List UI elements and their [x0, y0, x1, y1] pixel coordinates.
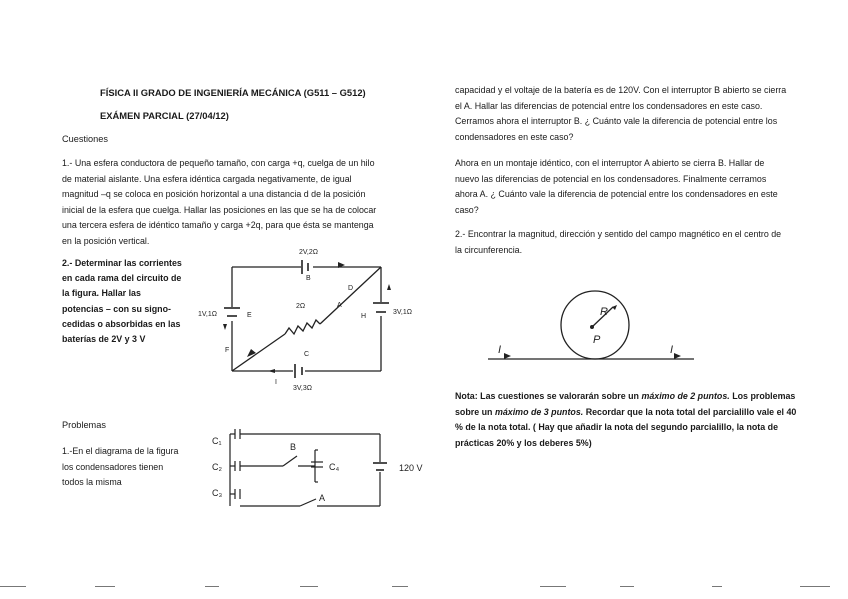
label-left-battery: 1V,1Ω	[198, 311, 217, 318]
scan-mark	[712, 586, 722, 587]
label-bottom-battery: 3V,3Ω	[293, 385, 312, 392]
label-H: H	[361, 313, 367, 320]
nota-block	[455, 389, 800, 451]
arrow-left-current	[504, 353, 511, 359]
label-C4: C₄	[329, 462, 340, 472]
scan-mark	[0, 586, 26, 587]
label-I-left: I	[498, 344, 502, 356]
scan-mark	[620, 586, 634, 587]
exam-date: EXÁMEN PARCIAL (27/04/12)	[100, 110, 229, 121]
nota-italic-a: máximo de 2 puntos.	[641, 391, 730, 401]
nota-italic-b: máximo de 3 puntos.	[494, 406, 584, 417]
nota-text-a: Las cuestiones se valorarán sobre un	[480, 391, 639, 401]
label-P: P	[593, 334, 601, 346]
label-resistor: 2Ω	[296, 303, 306, 310]
resistor-zigzag	[285, 320, 320, 334]
cuestiones-heading: Cuestiones	[62, 134, 108, 144]
exam-title: FÍSICA II GRADO DE INGENIERÍA MECÁNICA (G511 – G512)	[100, 87, 366, 98]
label-D: D	[348, 285, 354, 292]
label-E: E	[247, 312, 252, 319]
problem-1-text: 1.-En el diagrama de la figura los condensadores tienen todos la misma	[62, 446, 179, 487]
arrow-bottom	[268, 369, 275, 373]
question-2-text: 2.- Determinar las corrientes en cada rama del circuito de la figura. Hallar las potencias – con su signo- cedidas o absorbidas en las baterías de 2V y 3 V	[62, 258, 182, 345]
arrow-left	[223, 324, 227, 330]
scan-mark	[95, 586, 115, 587]
arrow-right	[387, 284, 391, 290]
label-C2: C₂	[212, 462, 222, 472]
problem-1-second-part: Ahora en un montaje idéntico, con el interruptor A abierto se cierra B. Hallar de nuevo las diferencias de potencial en los condensadores. Finalmente cerramos ahora A. ¿ Cuánto vale la diferencia de potencial entre los condensadores en este caso?	[455, 158, 778, 215]
label-C3: C₃	[212, 488, 223, 498]
circuit-figure	[195, 244, 425, 394]
label-R: R	[600, 306, 608, 318]
nota-label: Nota:	[455, 391, 478, 401]
label-F: F	[225, 347, 230, 354]
label-right-battery: 3V,1Ω	[393, 309, 412, 316]
scan-mark	[300, 586, 318, 587]
arrow-right-current	[674, 353, 681, 359]
label-C: C	[304, 351, 310, 358]
question-1: 1.- Una esfera conductora de pequeño tamaño, con carga +q, cuelga de un hilo de material aislante. Una esfera idéntica cargada negativamente, de igual magnitud –q se coloca en posición horizontal a una distancia d de la posición inicial de la esfera que cuelga. Hallar las posiciones en las que se ha de colocar una tercera esfera de idéntico tamaño y carga +2q, para que ésta se mantenga en la posición vertical.	[62, 158, 377, 246]
magnetic-figure	[480, 285, 720, 375]
label-B: B	[306, 275, 311, 282]
label-top-battery: 2V,2Ω	[299, 249, 318, 256]
problem-1-continued: capacidad y el voltaje de la batería es de 120V. Con el interruptor B abierto se cierra el A. Hallar las diferencias de potencial entre los condensadores en este caso. Cerramos ahora el interruptor B. ¿ Cuánto vale la diferencia de potencial entre los condensadores en este caso?	[455, 85, 787, 142]
capacitor-figure	[205, 426, 435, 516]
scan-mark	[800, 586, 830, 587]
label-battery-120V: 120 V	[399, 463, 423, 473]
label-A: A	[337, 302, 342, 309]
scan-mark	[540, 586, 566, 587]
nota-text-b: Los problemas sobre un	[455, 391, 796, 417]
scan-mark	[205, 586, 219, 587]
nota-text-c: Recordar que la nota total del parcialillo vale el 40 % de la nota total. ( Hay que añadir la nota del segundo parcialillo, la nota de prácticas 20% y los deberes 5%)	[455, 406, 797, 448]
arrow-radius	[612, 305, 617, 310]
center-point	[590, 325, 594, 329]
scan-mark	[392, 586, 408, 587]
diag-wire-low	[232, 334, 285, 371]
problemas-heading: Problemas	[62, 420, 106, 430]
switch-A-lever	[300, 499, 316, 506]
label-C1: C₁	[212, 436, 222, 446]
diag-wire-high	[320, 267, 381, 324]
label-switch-A: A	[319, 493, 326, 503]
label-switch-B: B	[290, 442, 297, 452]
switch-B-lever	[283, 456, 297, 466]
label-I: I	[275, 379, 277, 386]
label-I-right: I	[670, 344, 674, 356]
question-3: 2.- Encontrar la magnitud, dirección y sentido del campo magnético en el centro de la circunferencia.	[455, 229, 782, 255]
